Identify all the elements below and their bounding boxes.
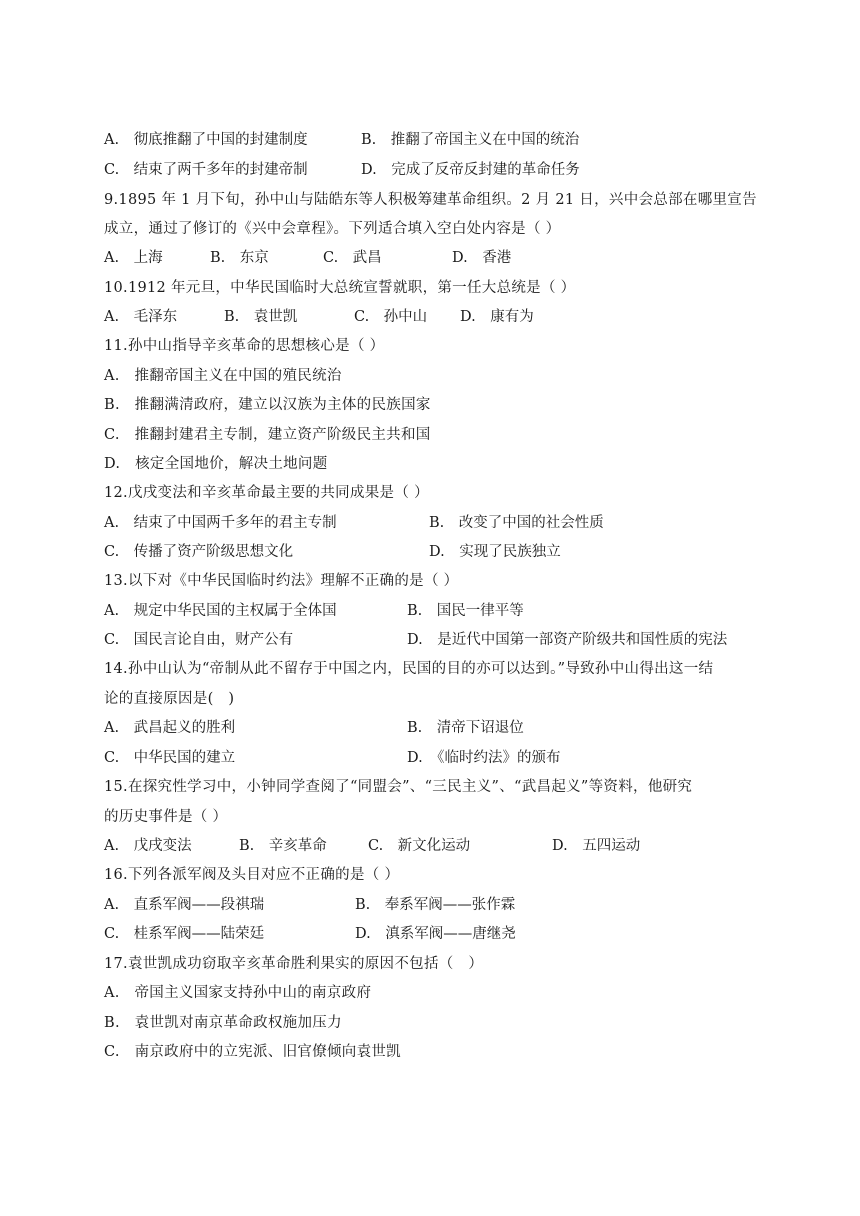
text-line: B. 推翻满清政府，建立以汉族为主体的民族国家	[104, 397, 431, 413]
text-line: 成立，通过了修订的《兴中会章程》。下列适合填入空白处内容是（ ）	[104, 221, 561, 237]
answer-option: A. 戊戌变法	[104, 838, 192, 854]
text-line: C. 推翻封建君主专制，建立资产阶级民主共和国	[104, 427, 431, 443]
answer-option: B. 清帝下诏退位	[407, 720, 524, 736]
answer-option: C. 武昌	[323, 250, 382, 266]
answer-option: D. 是近代中国第一部资产阶级共和国性质的宪法	[407, 632, 728, 648]
text-line: A. 推翻帝国主义在中国的殖民统治	[104, 368, 342, 384]
text-line: 16.下列各派军阀及头目对应不正确的是（ ）	[104, 867, 400, 883]
answer-option: C. 新文化运动	[368, 838, 471, 854]
text-line: C. 南京政府中的立宪派、旧官僚倾向袁世凯	[104, 1044, 401, 1060]
text-line: 12.戊戌变法和辛亥革命最主要的共同成果是（ ）	[104, 485, 429, 501]
text-line: 15.在探究性学习中，小钟同学查阅了“同盟会”、“三民主义”、“武昌起义”等资料，他研究	[104, 779, 693, 795]
answer-option: B. 国民一律平等	[407, 603, 524, 619]
text-line: D. 核定全国地价，解决土地问题	[104, 456, 328, 472]
answer-option: C. 孙中山	[354, 309, 428, 325]
text-line: 11.孙中山指导辛亥革命的思想核心是（ ）	[104, 338, 385, 354]
answer-option: D. 香港	[452, 250, 512, 266]
answer-option: A. 直系军阀——段祺瑞	[104, 897, 265, 913]
text-line: 14.孙中山认为“帝制从此不留存于中国之内，民国的目的亦可以达到。”导致孙中山得出这一结	[104, 661, 714, 677]
answer-option: C. 传播了资产阶级思想文化	[104, 544, 294, 560]
answer-option: D. 康有为	[460, 309, 534, 325]
answer-option: D. 实现了民族独立	[429, 544, 561, 560]
text-line: 的历史事件是（ ）	[104, 809, 228, 825]
answer-option: A. 规定中华民国的主权属于全体国	[104, 603, 337, 619]
answer-option: D. 五四运动	[552, 838, 641, 854]
text-line: 13.以下对《中华民国临时约法》理解不正确的是（ ）	[104, 573, 459, 589]
answer-option: A. 彻底推翻了中国的封建制度	[104, 132, 308, 148]
text-line: B. 袁世凯对南京革命政权施加压力	[104, 1015, 342, 1031]
answer-option: C. 结束了两千多年的封建帝制	[104, 162, 308, 178]
answer-option: D. 完成了反帝反封建的革命任务	[361, 162, 580, 178]
answer-option: A. 毛泽东	[104, 309, 178, 325]
answer-option: B. 东京	[210, 250, 269, 266]
answer-option: B. 改变了中国的社会性质	[429, 515, 604, 531]
answer-option: A. 武昌起义的胜利	[104, 720, 236, 736]
answer-option: B. 奉系军阀——张作霖	[355, 897, 516, 913]
text-line: 17.袁世凯成功窃取辛亥革命胜利果实的原因不包括（ ）	[104, 956, 484, 972]
answer-option: C. 中华民国的建立	[104, 750, 236, 766]
answer-option: C. 桂系军阀——陆荣廷	[104, 926, 265, 942]
answer-option: B. 辛亥革命	[239, 838, 327, 854]
text-line: A. 帝国主义国家支持孙中山的南京政府	[104, 985, 372, 1001]
text-line: 论的直接原因是( )	[104, 691, 235, 707]
answer-option: D. 《临时约法》的颁布	[407, 750, 561, 766]
text-line: 9.1895 年 1 月下旬，孙中山与陆皓东等人积极筹建革命组织。2 月 21 日，兴中会总部在哪里宣告	[104, 192, 757, 208]
answer-option: B. 推翻了帝国主义在中国的统治	[361, 132, 580, 148]
answer-option: B. 袁世凯	[224, 309, 298, 325]
answer-option: A. 结束了中国两千多年的君主专制	[104, 515, 337, 531]
answer-option: A. 上海	[104, 250, 163, 266]
text-line: 10.1912 年元旦，中华民国临时大总统宣誓就职，第一任大总统是（ ）	[104, 280, 576, 296]
answer-option: D. 滇系军阀——唐继尧	[355, 926, 516, 942]
answer-option: C. 国民言论自由，财产公有	[104, 632, 294, 648]
